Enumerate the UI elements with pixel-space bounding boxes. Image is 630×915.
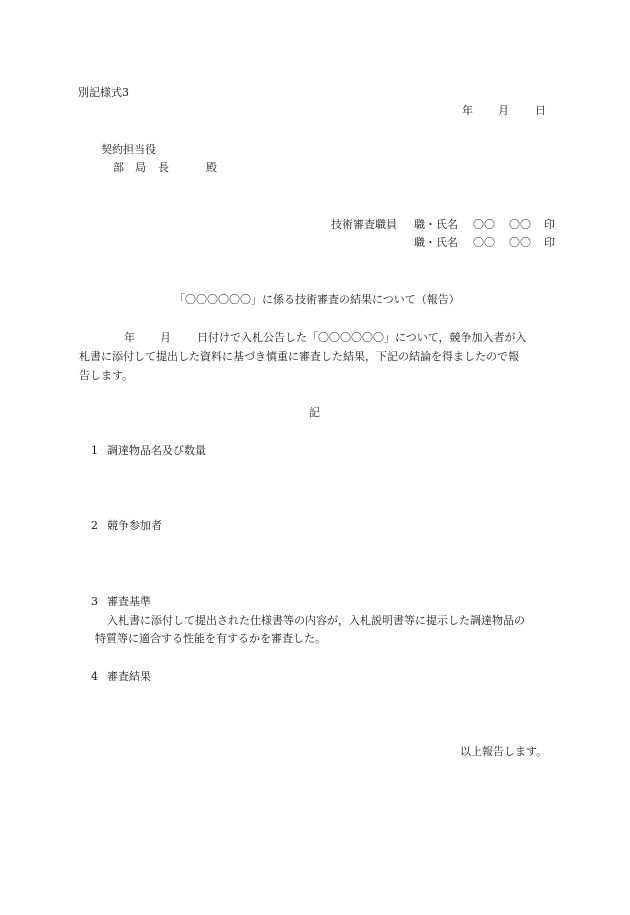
section-2-number: 2 [91,519,98,532]
section-4-number: 4 [91,670,98,683]
section-1-number: 1 [91,444,98,457]
sender-row-2-label: 職・氏名 [414,236,458,249]
section-3-number: 3 [91,595,98,608]
subject-title: 「〇〇〇〇〇〇」に係る技術審査の結果について（報告） [174,293,460,306]
section-3-text-line-2: 特質等に適合する性能を有するかを審査した。 [95,632,326,645]
date-month: 月 [498,104,509,117]
section-4-title: 審査結果 [107,670,151,683]
sender-row-2-seal: 印 [544,236,555,249]
addressee-dept-2: 局 [135,161,146,174]
sender-row-2-name1: 〇〇 [473,236,495,249]
form-label: 別記様式3 [78,86,129,99]
section-3-text-line-1: 入札書に添付して提出された仕様書等の内容が，入札説明書等に提示した調達物品の [107,614,525,627]
sender-row-1-name2: 〇〇 [509,218,531,231]
date-day: 日 [535,104,546,117]
section-2-title: 競争参加者 [107,519,162,532]
ki-heading: 記 [309,406,320,419]
section-3-title: 審査基準 [107,595,151,608]
sender-row-1-name1: 〇〇 [473,218,495,231]
addressee-honorific: 殿 [206,161,217,174]
closing-text: 以上報告します。 [460,745,548,758]
section-1-title: 調達物品名及び数量 [107,444,206,457]
addressee-dept-3: 長 [158,161,169,174]
addressee-role: 契約担当役 [101,143,156,156]
sender-title: 技術審査職員 [331,218,397,231]
sender-row-2-name2: 〇〇 [509,236,531,249]
body-year: 年 [124,331,135,344]
body-line-3: 告します。 [79,369,134,382]
body-month: 月 [160,331,171,344]
body-line-2: 札書に添付して提出した資料に基づき慎重に審査した結果，下記の結論を得ましたので報 [79,350,519,363]
addressee-dept-1: 部 [113,161,124,174]
body-line-1: 日付けで入札公告した「〇〇〇〇〇〇」について，競争加入者が入 [197,331,527,344]
sender-row-1-seal: 印 [544,218,555,231]
sender-row-1-label: 職・氏名 [414,218,458,231]
date-year: 年 [462,104,473,117]
